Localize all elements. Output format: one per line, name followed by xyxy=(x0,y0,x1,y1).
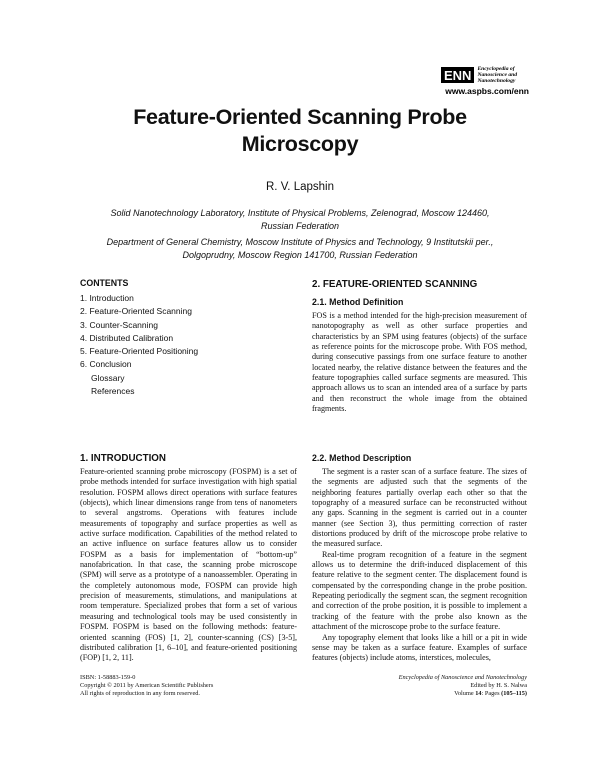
contents-heading: CONTENTS xyxy=(80,278,129,288)
enn-logo-mark: ENN xyxy=(441,67,474,83)
paragraph: Real-time program recognition of a feature in the segment allows us to determine the drift-induced displacement of this feature relative to the segment center. The displacement found is compensated by the corresponding change in the probe position. Repeating periodically the segment scan, the segment recognition and correction of the probe position, it is possible to implement a tracking of the feature with the probe also known as the attachment of the microscope probe to the surface feature. xyxy=(312,549,527,632)
author-name: R. V. Lapshin xyxy=(266,181,334,193)
subsection-2-1-heading: 2.1. Method Definition xyxy=(312,297,404,307)
affiliation-2: Department of General Chemistry, Moscow Institute of Physics and Technology, 9 Institutskii per., Dolgoprudny, Moscow Region 141700, Russian Federation xyxy=(106,237,494,260)
subsection-2-1-body xyxy=(312,311,527,414)
paper-title: Feature-Oriented Scanning Probe Microscopy xyxy=(133,105,467,156)
paragraph: The segment is a raster scan of a surface feature. The sizes of the segments are adjusted such that the segments of the neighboring features partially overlap each other so that the topography of a measured surface can be reconstructed without any gaps. Scanning in the segment is carried out in a counter manner (see Section 3), thus permitting correction of raster distortions produced by drift of the microscope probe relative to the measured surface. xyxy=(312,467,527,549)
toc-item: 2. Feature-Oriented Scanning xyxy=(80,306,192,317)
footer-citation xyxy=(399,674,527,698)
introduction-heading: 1. INTRODUCTION xyxy=(80,453,166,464)
toc-item: References xyxy=(91,386,135,397)
toc-item: 4. Distributed Calibration xyxy=(80,332,174,343)
table-of-contents xyxy=(80,292,198,398)
affiliation-1: Solid Nanotechnology Laboratory, Institute of Physical Problems, Zelenograd, Moscow 124460, Russian Federation xyxy=(110,208,490,231)
isbn: ISBN: 1-58883-159-0 xyxy=(80,674,136,681)
toc-item: 5. Feature-Oriented Positioning xyxy=(80,346,199,357)
volume-pages: Volume 14: Pages (105–115) xyxy=(454,690,527,697)
publisher-logo xyxy=(441,66,529,96)
editor: Edited by H. S. Nalwa xyxy=(470,682,527,689)
subsection-2-2-heading: 2.2. Method Description xyxy=(312,453,412,463)
paragraph: Feature-oriented scanning probe microscopy (FOSPM) is a set of probe methods intended for surface investigation with high spatial resolution. FOSPM allows direct operations with surface features (objects), which linear dimensions range from tens of nanometers to several angstroms. Operations with features include measurements of topography and surface properties as well as active surface modification. Capabilities of the method related to an active influence on surface features allow us to consider FOSPM as a basis for implementation of “bottom-up” nanofabrication. In that case, the scanning probe microscope (SPM) will serve as a prototype of a nanoassembler. Operating in the completely autonomous mode, FOSPM can provide high precision of measurements, stimulations, and manipulations at room temperature. Specialized probes that form a set of various measuring and technological tools may be used consistently in FOSPM. FOSPM is based on the following methods: feature-oriented scanning (FOS) [1, 2], counter-scanning (CS) [3-5], distributed calibration [1, 6–10], and feature-oriented positioning (FOP) [1, 2, 11]. xyxy=(80,467,297,663)
toc-item: Glossary xyxy=(91,372,125,383)
introduction-body xyxy=(80,467,297,664)
section2-heading: 2. FEATURE-ORIENTED SCANNING xyxy=(312,279,478,290)
copyright: Copyright © 2011 by American Scientific Publishers xyxy=(80,682,214,689)
encyclopedia-name: Encyclopedia of Nanoscience and Nanotechnology xyxy=(398,674,527,681)
paragraph: Any topography element that looks like a hill or a pit in wide sense may be taken as a surface feature. Examples of surface features (objects) include atoms, interstices, molecules, xyxy=(312,632,527,663)
toc-item: 6. Conclusion xyxy=(80,359,132,370)
subsection-2-2-body xyxy=(312,467,527,664)
footer-publication-info xyxy=(80,674,213,698)
rights: All rights of reproduction in any form reserved. xyxy=(80,690,200,697)
publisher-url: www.aspbs.com/enn xyxy=(445,86,529,96)
paragraph: FOS is a method intended for the high-precision measurement of nanotopography as well as other surface properties and characteristics by an SPM using features (objects) of the surface as reference points for the microscope probe. With FOS method, during consecutive passings from one surface feature to another located nearby, the relative distance between the features and the feature topographies called surface segments are measured. This approach allows us to scan an intended area of a surface by parts and then reconstruct the whole image from the obtained fragments. xyxy=(312,311,527,414)
toc-item: 1. Introduction xyxy=(80,293,134,303)
toc-item: 3. Counter-Scanning xyxy=(80,319,158,330)
enn-logo-text: Encyclopedia of Nanoscience and Nanotechnology xyxy=(477,66,518,84)
